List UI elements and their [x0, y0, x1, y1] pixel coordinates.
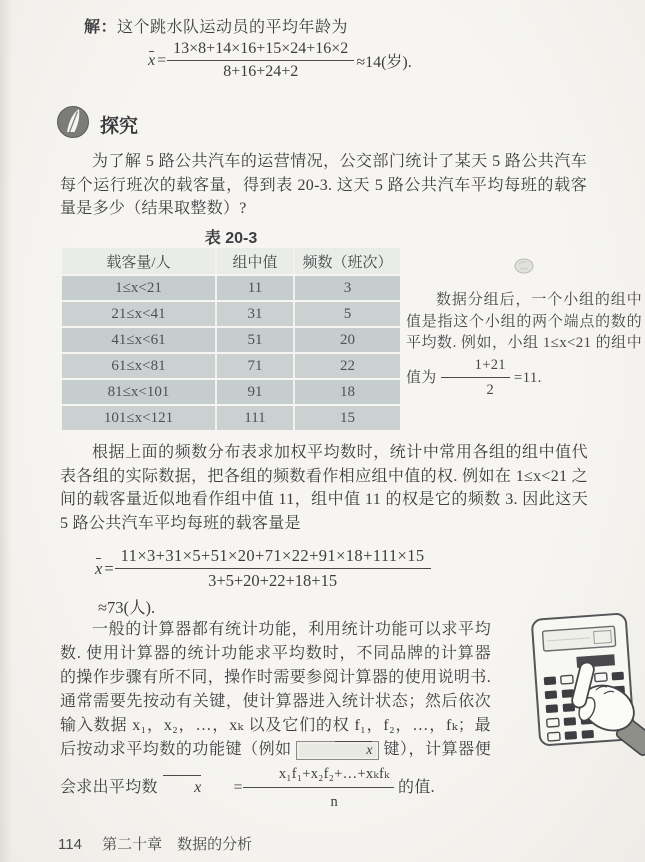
xbar-symbol: x [162, 776, 201, 800]
table-header-row [62, 248, 400, 274]
explore-heading-label: 探究 [100, 116, 139, 137]
calculator-paragraph-text: 一般的计算器都有统计功能，利用统计功能可以求平均数. 使用计算器的统计功能求平均数时，不同品牌的计算器的操作步骤有所不同，操作时需要参阅计算器的使用说明书. 通常需要先按动有关键，使计算器进入统计状态；然后依次输入数据 x₁，x₂，…，xₖ 以及它们的权 f₁，f₂，…，fₖ；最后按动求平均数的功能键（例如 [60, 621, 491, 758]
mean-general-formula: x = $\frac{\text{x₁f₁+x₂f₂+…+xₖfₖ}}{n}$ [162, 762, 394, 814]
cell-mid: 91 [217, 380, 295, 404]
frequency-table [62, 246, 400, 432]
table-row [62, 354, 400, 378]
calculator-illustration [488, 610, 643, 765]
calculator-paragraph-text: 键），计算器便会求出平均数 [60, 741, 491, 796]
margin-note [406, 256, 642, 402]
table-caption: 表 20-3 [204, 230, 258, 247]
fraction-numerator: x₁f₁+x₂f₂+…+xₖfₖ [243, 762, 394, 788]
cell-freq: 5 [295, 302, 400, 326]
cell-range: 41≤x<61 [62, 328, 217, 352]
cell-range: 1≤x<21 [62, 276, 217, 300]
cell-freq: 22 [295, 354, 400, 378]
mean-age-formula: x = $\frac{13\times 8+14\times 16+15\times 24+16\times 2}{8+16+24+2}$ ≈14(岁). [148, 40, 412, 80]
mean-load-result: ≈73(人). [98, 598, 156, 617]
col-header-frequency: 频数（班次） [295, 248, 400, 274]
cell-mid: 71 [217, 354, 295, 378]
cell-freq: 15 [295, 406, 400, 430]
col-header-midvalue: 组中值 [217, 248, 295, 274]
mean-load-formula: x = $\frac{11\times 3+31\times 5+51\times 20+71\times 22+91\times 18+111\times 15}{3+5+20+22+18+15}$ [95, 546, 431, 591]
table-row [62, 302, 400, 326]
fraction [115, 546, 431, 591]
table-row [62, 406, 400, 430]
fraction [167, 40, 354, 81]
margin-note-text: 数据分组后，一个小组的组中值是指这个小组的两个端点的数的平均数. 例如，小组 1≤x<21 的组中值为 $\frac{1+21}{2}$ =11. [406, 290, 642, 402]
cell-mid: 51 [217, 328, 295, 352]
solution-line [84, 14, 348, 37]
note-fraction: $\frac{1+21}{2}$ [441, 355, 510, 402]
cell-range: 61≤x<81 [62, 354, 217, 378]
pebble-icon [406, 256, 642, 282]
fraction [243, 762, 394, 814]
mean-key-box [296, 741, 379, 760]
calculator-paragraph-text: 的值. [398, 779, 435, 796]
solution-label: 解： [84, 19, 118, 36]
calculator-paragraph [60, 618, 588, 814]
cell-range: 81≤x<101 [62, 380, 217, 404]
table-row [62, 380, 400, 404]
chapter-title: 第二十章 数据的分析 [102, 836, 253, 853]
explore-heading [56, 105, 138, 144]
fraction-numerator: 11×3+31×5+51×20+71×22+91×18+111×15 [115, 546, 431, 569]
cell-freq: 20 [295, 328, 400, 352]
explore-paragraph: 为了解 5 路公共汽车的运营情况，公交部门统计了某天 5 路公共汽车每个运行班次的载客量，得到表 20-3. 这天 5 路公共汽车平均每班的载客量是多少（结果取整数）? [60, 153, 587, 217]
cell-freq: 3 [295, 276, 400, 300]
fraction-denominator: 3+5+20+22+18+15 [208, 571, 338, 590]
formula-result: ≈14(岁). [356, 54, 412, 71]
xbar-symbol: x [148, 51, 156, 69]
fraction-numerator: 13×8+14×16+15×24+16×2 [167, 40, 354, 61]
cell-range: 21≤x<41 [62, 302, 217, 326]
solution-text: 这个跳水队运动员的平均年龄为 [117, 19, 349, 36]
cell-mid: 11 [217, 276, 295, 300]
page-number: 114 [58, 836, 82, 853]
weighted-mean-paragraph: 根据上面的频数分布表求加权平均数时，统计中常用各组的组中值代表各组的实际数据，把各组的频数看作相应组中值的权. 例如在 1≤x<21 之间的载客量近似地看作组中值 11，组中值 11 的权是它的频数 3. 因此这天 5 路公共汽车平均每班的载客量是 [60, 444, 588, 532]
fraction-denominator: 8+16+24+2 [223, 63, 299, 80]
table-row [62, 328, 400, 352]
cell-range: 101≤x<121 [62, 406, 217, 430]
cell-freq: 18 [295, 380, 400, 404]
xbar-key: x [334, 742, 373, 759]
page-footer [58, 833, 252, 854]
explore-icon [56, 105, 90, 144]
xbar-symbol: x [95, 558, 103, 578]
table-row [62, 276, 400, 300]
cell-mid: 111 [217, 406, 295, 430]
col-header-load: 载客量/人 [62, 248, 217, 274]
cell-mid: 31 [217, 302, 295, 326]
fraction-denominator: n [330, 794, 339, 810]
